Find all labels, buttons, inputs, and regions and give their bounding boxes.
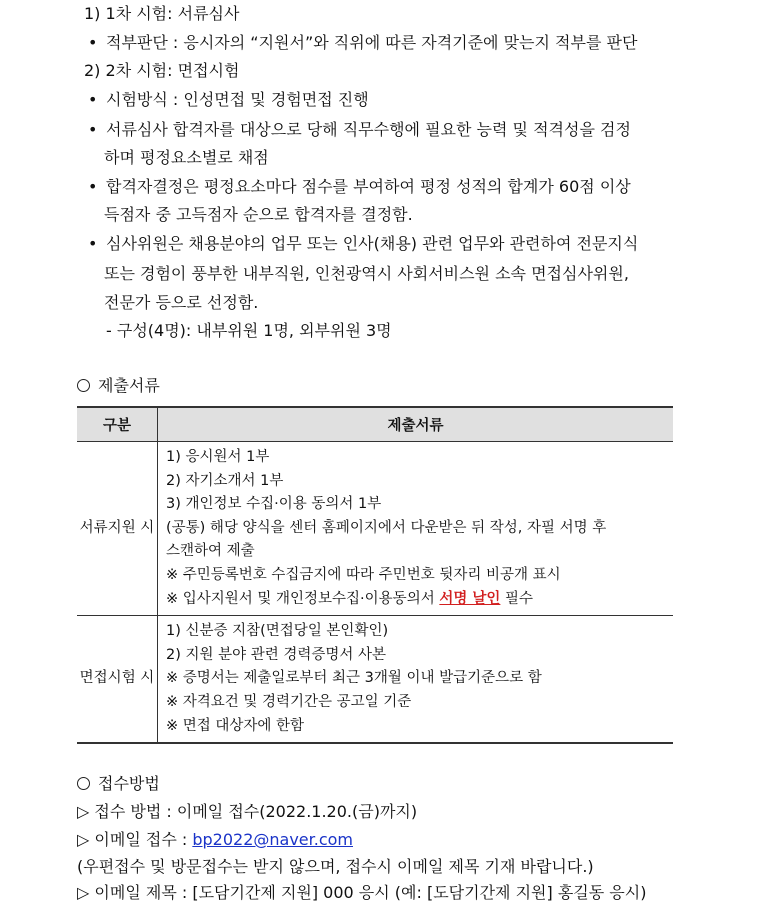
- row-docs-cell: [158, 616, 674, 743]
- docs-heading: [77, 376, 160, 396]
- panel-bullet: [88, 234, 638, 254]
- method-bullet: [88, 90, 369, 110]
- docs-table: [77, 406, 673, 744]
- receipt-heading: [77, 774, 160, 794]
- note-signature: [166, 588, 669, 612]
- arrow-icon: ▷: [77, 802, 90, 821]
- doc-item: 1) 신분증 지참(면접당일 본인확인): [166, 623, 389, 640]
- decision-text-2: 득점자 중 고득점자 순으로 합격자를 결정함.: [104, 205, 413, 224]
- method-text: 시험방식 : 인성면접 및 경험면접 진행: [106, 90, 369, 109]
- col-docs-header: 제출서류: [158, 407, 674, 442]
- note-resident-number: ※ 주민등록번호 수집금지에 따라 주민번호 뒷자리 비공개 표시: [166, 566, 561, 583]
- bullet-dot: •: [88, 177, 98, 196]
- row-category: 면접시험 시: [77, 616, 158, 743]
- stage1-bullet-text: 적부판단 : 응시자의 “지원서”와 직위에 따른 자격기준에 맞는지 적부를 판단: [106, 33, 638, 52]
- doc-note: ※ 증명서는 제출일로부터 최근 3개월 이내 발급기준으로 함: [166, 670, 542, 687]
- doc-item: 2) 지원 분야 관련 경력증명서 사본: [166, 646, 387, 663]
- stage2-title: 2) 2차 시험: 면접시험: [84, 61, 240, 80]
- email-label: 이메일 접수 :: [94, 830, 193, 849]
- arrow-icon: ▷: [77, 883, 90, 902]
- email-link[interactable]: bp2022@naver.com: [192, 830, 353, 849]
- bullet-dot: •: [88, 120, 98, 139]
- receipt-method-text: 접수 방법 : 이메일 접수(2022.1.20.(금)까지): [94, 802, 418, 821]
- receipt-subject-text: 이메일 제목 : [도담기간제 지원] 000 응시 (예: [도담기간제 지원] 홍길동 응시): [94, 883, 647, 902]
- table-row: [77, 616, 673, 743]
- bullet-dot: •: [88, 90, 98, 109]
- signature-emphasis: 서명 날인: [439, 590, 501, 607]
- stage1-title: 1) 1차 시험: 서류심사: [84, 4, 240, 23]
- decision-text-1: 합격자결정은 평정요소마다 점수를 부여하여 평정 성적의 합계가 60점 이상: [106, 177, 631, 196]
- doc-note: ※ 자격요건 및 경력기간은 공고일 기준: [166, 693, 412, 710]
- receipt-notice: (우편접수 및 방문접수는 받지 않으며, 접수시 이메일 제목 기재 바랍니다.): [77, 857, 594, 876]
- panel-text-2: 또는 경험이 풍부한 내부직원, 인천광역시 사회서비스원 소속 면접심사위원,: [104, 264, 629, 283]
- doc-note: ※ 면접 대상자에 한함: [166, 717, 305, 734]
- receipt-subject: [77, 883, 646, 903]
- doc-item: 2) 자기소개서 1부: [166, 472, 284, 489]
- bullet-dot: •: [88, 33, 98, 52]
- row-docs-cell: [158, 442, 674, 616]
- col-category-header: 구분: [77, 407, 158, 442]
- receipt-email: [77, 830, 353, 850]
- common-note-2: 스캔하여 제출: [166, 543, 255, 560]
- note-signature-post: 필수: [500, 590, 534, 607]
- composition: - 구성(4명): 내부위원 1명, 외부위원 3명: [106, 321, 392, 340]
- doc-item: 1) 응시원서 1부: [166, 449, 270, 465]
- panel-text-3: 전문가 등으로 선정함.: [104, 293, 259, 312]
- panel-text-1: 심사위원은 채용분야의 업무 또는 인사(채용) 관련 업무와 관련하여 전문지식: [106, 234, 639, 253]
- note-signature-pre: ※ 입사지원서 및 개인정보수집·이용동의서: [166, 590, 440, 607]
- common-note-1: (공통) 해당 양식을 센터 홈페이지에서 다운받은 뒤 작성, 자필 서명 후: [166, 519, 607, 536]
- doc-item: 3) 개인정보 수집·이용 동의서 1부: [166, 496, 382, 513]
- criteria-text-1: 서류심사 합격자를 대상으로 당해 직무수행에 필요한 능력 및 적격성을 검정: [106, 120, 631, 139]
- bullet-dot: •: [88, 234, 98, 253]
- receipt-method: [77, 802, 417, 822]
- circle-icon: [77, 379, 90, 392]
- criteria-text-2: 하며 평정요소별로 채점: [104, 148, 269, 167]
- stage1-bullet: [88, 33, 637, 53]
- row-category: 서류지원 시: [77, 442, 158, 616]
- arrow-icon: ▷: [77, 830, 90, 849]
- criteria-bullet: [88, 120, 631, 140]
- circle-icon: [77, 777, 90, 790]
- decision-bullet: [88, 177, 631, 197]
- docs-heading-text: 제출서류: [98, 376, 160, 395]
- table-row: [77, 442, 673, 616]
- table-header-row: [77, 407, 673, 442]
- receipt-heading-text: 접수방법: [98, 774, 160, 793]
